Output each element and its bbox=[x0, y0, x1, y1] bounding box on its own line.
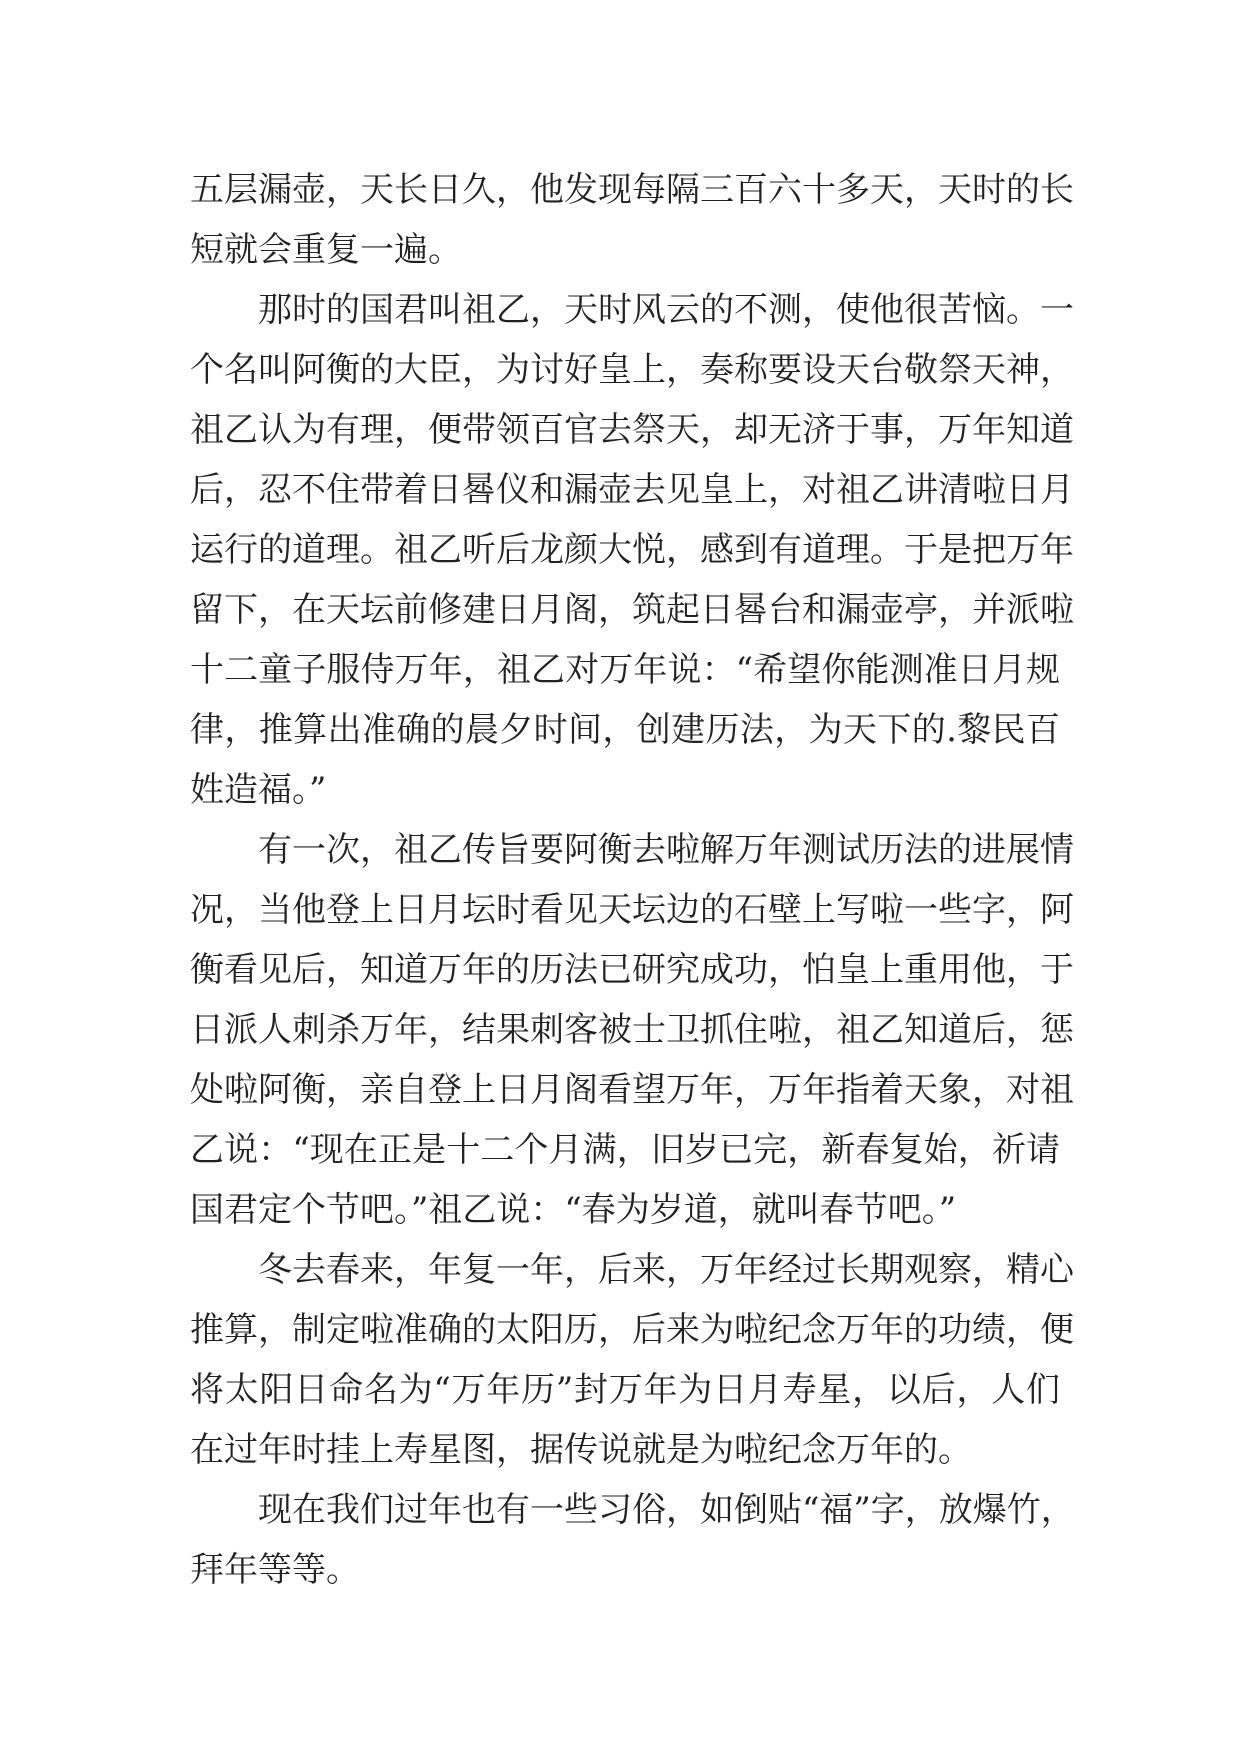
text-line: 将太阳日命名为“万年历”封万年为日月寿星，以后，人们 bbox=[190, 1370, 1060, 1410]
text-line: 十二童子服侍万年，祖乙对万年说：“希望你能测准日月规 bbox=[190, 650, 1060, 690]
text-line: 有一次，祖乙传旨要阿衡去啦解万年测试历法的进展情 bbox=[258, 830, 1074, 870]
text-line: 后，忍不住带着日晷仪和漏壶去见皇上，对祖乙讲清啦日月 bbox=[190, 470, 1074, 510]
text-line: 祖乙认为有理，便带领百官去祭天，却无济于事，万年知道 bbox=[190, 410, 1074, 450]
document-page bbox=[190, 160, 1075, 1600]
paragraph bbox=[190, 160, 1074, 280]
text-line: 处啦阿衡，亲自登上日月阁看望万年，万年指着天象，对祖 bbox=[190, 1070, 1074, 1110]
paragraph bbox=[190, 820, 1074, 1240]
text-line: 况，当他登上日月坛时看见天坛边的石壁上写啦一些字，阿 bbox=[190, 890, 1074, 930]
text-line: 姓造福。” bbox=[190, 770, 327, 810]
text-line: 推算，制定啦准确的太阳历，后来为啦纪念万年的功绩，便 bbox=[190, 1310, 1074, 1350]
text-line: 日派人刺杀万年，结果刺客被士卫抓住啦，祖乙知道后，惩 bbox=[190, 1010, 1074, 1050]
text-line: 运行的道理。祖乙听后龙颜大悦，感到有道理。于是把万年 bbox=[190, 530, 1074, 570]
text-line: 国君定个节吧。”祖乙说：“春为岁道，就叫春节吧。” bbox=[190, 1190, 957, 1230]
text-line: 在过年时挂上寿星图，据传说就是为啦纪念万年的。 bbox=[190, 1430, 972, 1470]
text-line: 乙说：“现在正是十二个月满，旧岁已完，新春复始，祈请 bbox=[190, 1130, 1060, 1170]
text-line: 冬去春来，年复一年，后来，万年经过长期观察，精心 bbox=[258, 1250, 1074, 1290]
text-line: 个名叫阿衡的大臣，为讨好皇上，奏称要设天台敬祭天神， bbox=[190, 350, 1074, 390]
text-line: 拜年等等。 bbox=[190, 1550, 360, 1590]
paragraph bbox=[190, 1480, 1075, 1600]
text-line: 五层漏壶，天长日久，他发现每隔三百六十多天，天时的长 bbox=[190, 170, 1074, 210]
text-line: 现在我们过年也有一些习俗，如倒贴“福”字，放爆竹， bbox=[258, 1490, 1075, 1530]
text-line: 留下，在天坛前修建日月阁，筑起日晷台和漏壶亭，并派啦 bbox=[190, 590, 1074, 630]
paragraph bbox=[190, 1240, 1074, 1480]
text-line: 短就会重复一遍。 bbox=[190, 230, 462, 270]
paragraph bbox=[190, 280, 1074, 820]
text-line: 那时的国君叫祖乙，天时风云的不测，使他很苦恼。一 bbox=[258, 290, 1074, 330]
text-line: 衡看见后，知道万年的历法已研究成功，怕皇上重用他，于 bbox=[190, 950, 1074, 990]
text-line: 律，推算出准确的晨夕时间，创建历法，为天下的.黎民百 bbox=[190, 710, 1060, 750]
